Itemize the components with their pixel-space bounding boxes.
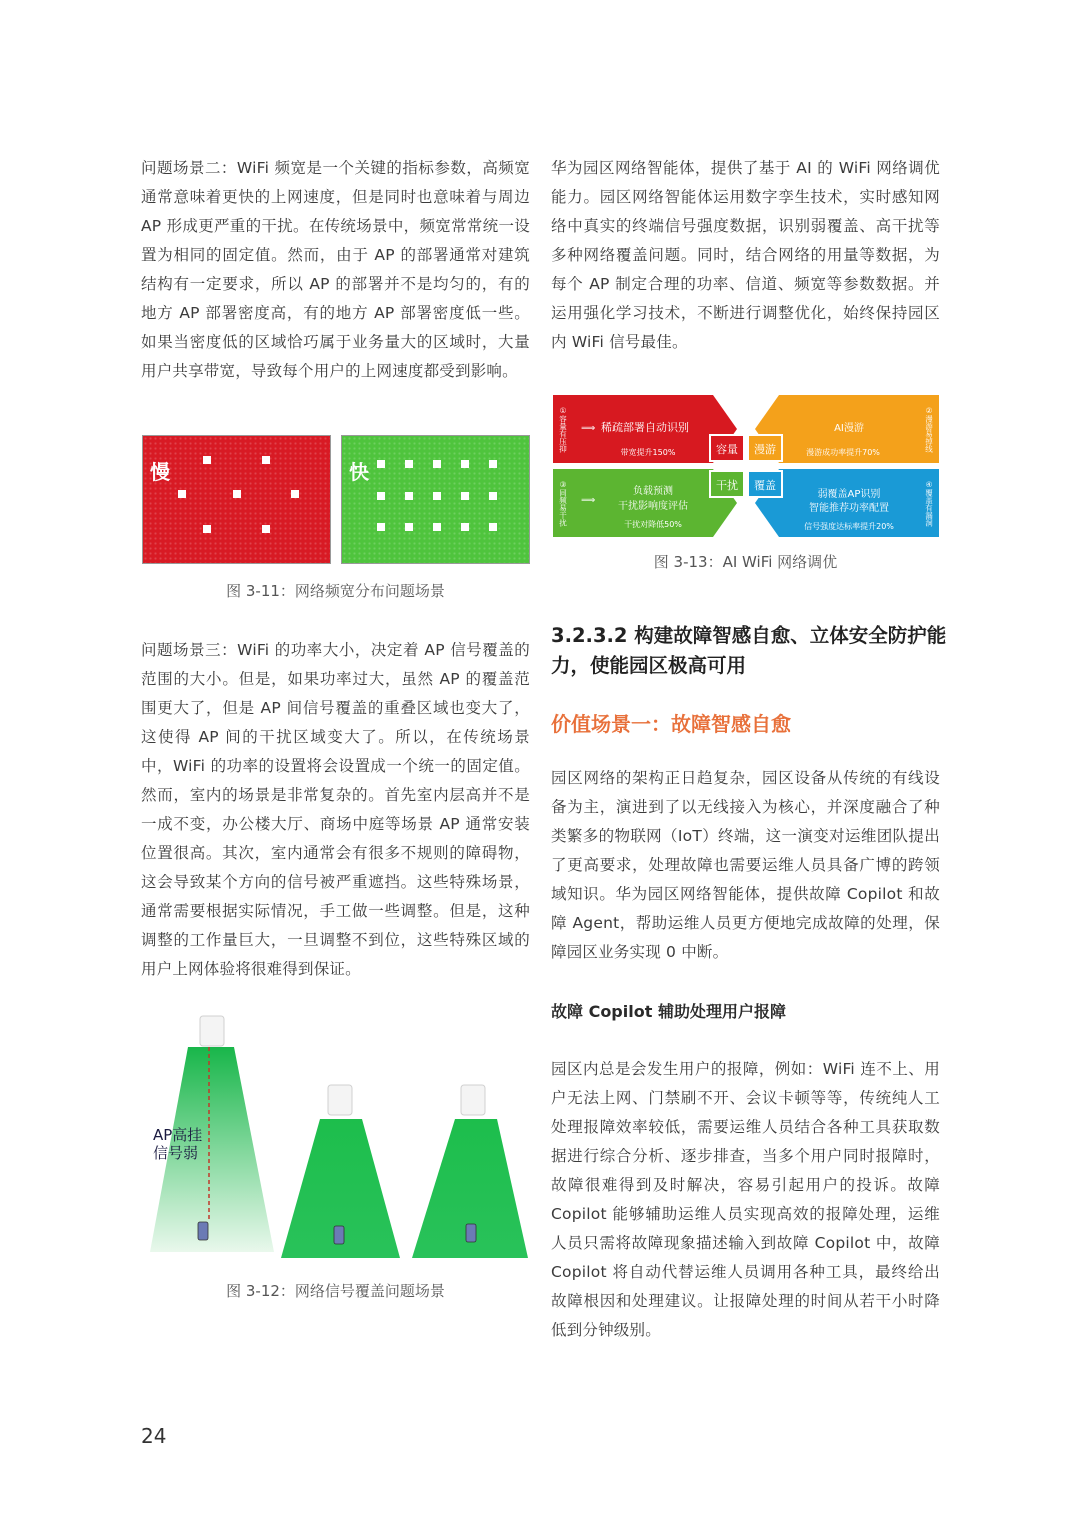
ap-dot [233,490,241,498]
weak-signal-label: 信号弱 [153,1144,199,1162]
fast-label: 快 [349,460,369,484]
ap-dot [405,492,413,500]
copilot-subheading: 故障 Copilot 辅助处理用户报障 [551,1002,786,1021]
page-number: 24 [141,1424,167,1448]
ap-dot [461,460,469,468]
center-capacity-label: 容量 [716,443,738,456]
center-roaming-label: 漫游 [754,443,776,456]
ap-dot [377,523,385,531]
ap-dot [262,525,270,533]
slow-label: 慢 [150,460,170,484]
roaming-title: AI漫游 [834,423,864,434]
phone-icon [466,1224,476,1242]
interference-title-2: 干扰影响度评估 [618,501,688,512]
ap-device-icon [461,1085,485,1115]
coverage-title-2: 智能推荐功率配置 [809,503,889,514]
ap-dot [433,492,441,500]
phone-icon [334,1226,344,1244]
signal-coverage-diagram [150,1012,530,1262]
roaming-metric: 漫游成功率提升70% [806,448,880,457]
ap-dot [203,525,211,533]
paragraph-ai-wifi: 华为园区网络智能体，提供了基于 AI 的 WiFi 网络调优能力。园区网络智能体运用数字孪生技术，实时感知网络中真实的终端信号强度数据，识别弱覆盖、高干扰等多种网络覆盖问题。同时，结合网络的用量等数据，为每个 AP 制定合理的功率、信道、频宽等参数数据。并运用强化学习技术，不断进行调整优化，始终保持园区内 WiFi 信号最佳。 [551,159,940,351]
ap-dot [433,460,441,468]
figure-3-11-caption: 图 3-11：网络频宽分布问题场景 [226,582,445,600]
coverage-side-label: ④覆盖有漏洞 [924,479,934,527]
ap-device-icon [328,1085,352,1115]
ap-device-icon [200,1016,224,1046]
center-interference-label: 干扰 [716,479,738,492]
value-scenario-heading: 价值场景一：故障智感自愈 [551,712,791,736]
ap-dot [377,460,385,468]
phone-icon [198,1222,208,1240]
paragraph-bandwidth-scenario: 问题场景二：WiFi 频宽是一个关键的指标参数，高频宽通常意味着更快的上网速度，但是同时也意味着与周边 AP 形成更严重的干扰。在传统场景中，频宽常常统一设置为相同的固定值。然而，由于 AP 的部署通常对建筑结构有一定要求，所以 AP 的部署并不是均匀的，有的地方 AP 部署密度高，有的地方 AP 部署密度低一些。如果当密度低的区域恰巧属于业务量大的区域时，大量用户共享带宽，导致每个用户的上网速度都受到影响。 [141,159,530,380]
capacity-side-label: ①容量有压抑 [558,405,568,453]
ap-dot [203,456,211,464]
ap-dot [461,523,469,531]
ap-dot [433,523,441,531]
capacity-metric: 带宽提升150% [620,448,676,457]
arrow-icon: ⟹ [581,495,596,506]
section-heading: 3.2.3.2 构建故障智感自愈、立体安全防护能力，使能园区极高可用 [551,624,947,677]
ap-dot [262,456,270,464]
capacity-title: 稀疏部署自动识别 [601,421,689,434]
figure-3-13-caption: 图 3-13：AI WiFi 网络调优 [653,553,838,571]
roaming-side-label: ②漫游易掉线 [924,405,934,453]
ap-dot [489,460,497,468]
ap-dot [489,492,497,500]
paragraph-copilot: 园区内总是会发生用户的报障，例如：WiFi 连不上、用户无法上网、门禁刷不开、会议卡顿等等，传统纯人工处理报障效率较低，需要运维人员结合各种工具获取数据进行综合分析、逐步排查，当多个用户同时报障时，故障很难得到及时解决，容易引起用户的投诉。故障 Copilot 能够辅助运维人员实现高效的报障处理，运维人员只需将故障现象描述输入到故障 Copilot 中，故障 Copilot 将自动代替运维人员调用各种工具，最终给出故障根因和处理建议。让报障处理的时间从若干小时降低到分钟级别。 [551,1060,940,1339]
ai-wifi-optimization-diagram [553,395,939,537]
paragraph-fault-intro: 园区网络的架构正日趋复杂，园区设备从传统的有线设备为主，演进到了以无线接入为核心，并深度融合了种类繁多的物联网（IoT）终端，这一演变对运维团队提出了更高要求，处理故障也需要运维人员具备广博的跨领域知识。华为园区网络智能体，提供故障 Copilot 和故障 Agent，帮助运维人员更方便地完成故障的处理，保障园区业务实现 0 中断。 [551,769,940,961]
interference-title-1: 负载预测 [633,486,673,497]
figure-3-12-caption: 图 3-12：网络信号覆盖问题场景 [226,1282,445,1300]
slow-density-diagram [142,435,331,564]
ap-dot [377,492,385,500]
interference-side-label: ③同频易干扰 [558,479,568,527]
ap-dot [489,523,497,531]
ap-dot [178,490,186,498]
coverage-title-1: 弱覆盖AP识别 [817,489,881,500]
paragraph-power-scenario: 问题场景三：WiFi 的功率大小，决定着 AP 信号覆盖的范围的大小。但是，如果功率过大，虽然 AP 的覆盖范围更大了，但是 AP 间信号覆盖的重叠区域也变大了，这使得 AP 间的干扰区域变大了。所以，在传统场景中，WiFi 的功率的设置将会设置成一个统一的固定值。然而，室内的场景是非常复杂的。首先室内层高并不是一成不变，办公楼大厅、商场中庭等场景 AP 通常安装位置很高。其次，室内通常会有很多不规则的障碍物，这会导致某个方向的信号被严重遮挡。这些特殊场景，通常需要根据实际情况，手工做一些调整。但是，这种调整的工作量巨大，一旦调整不到位，这些特殊区域的用户上网体验将很难得到保证。 [141,641,530,978]
arrow-icon: ⟹ [581,423,596,434]
fast-density-diagram [341,435,530,564]
coverage-metric: 信号强度达标率提升20% [804,522,894,531]
ap-dot [461,492,469,500]
ap-dot [405,523,413,531]
center-coverage-label: 覆盖 [754,479,776,492]
interference-metric: 干扰对降低50% [624,520,682,529]
ap-high-label: AP高挂 [153,1126,203,1144]
ap-dot [405,460,413,468]
ap-dot [291,490,299,498]
